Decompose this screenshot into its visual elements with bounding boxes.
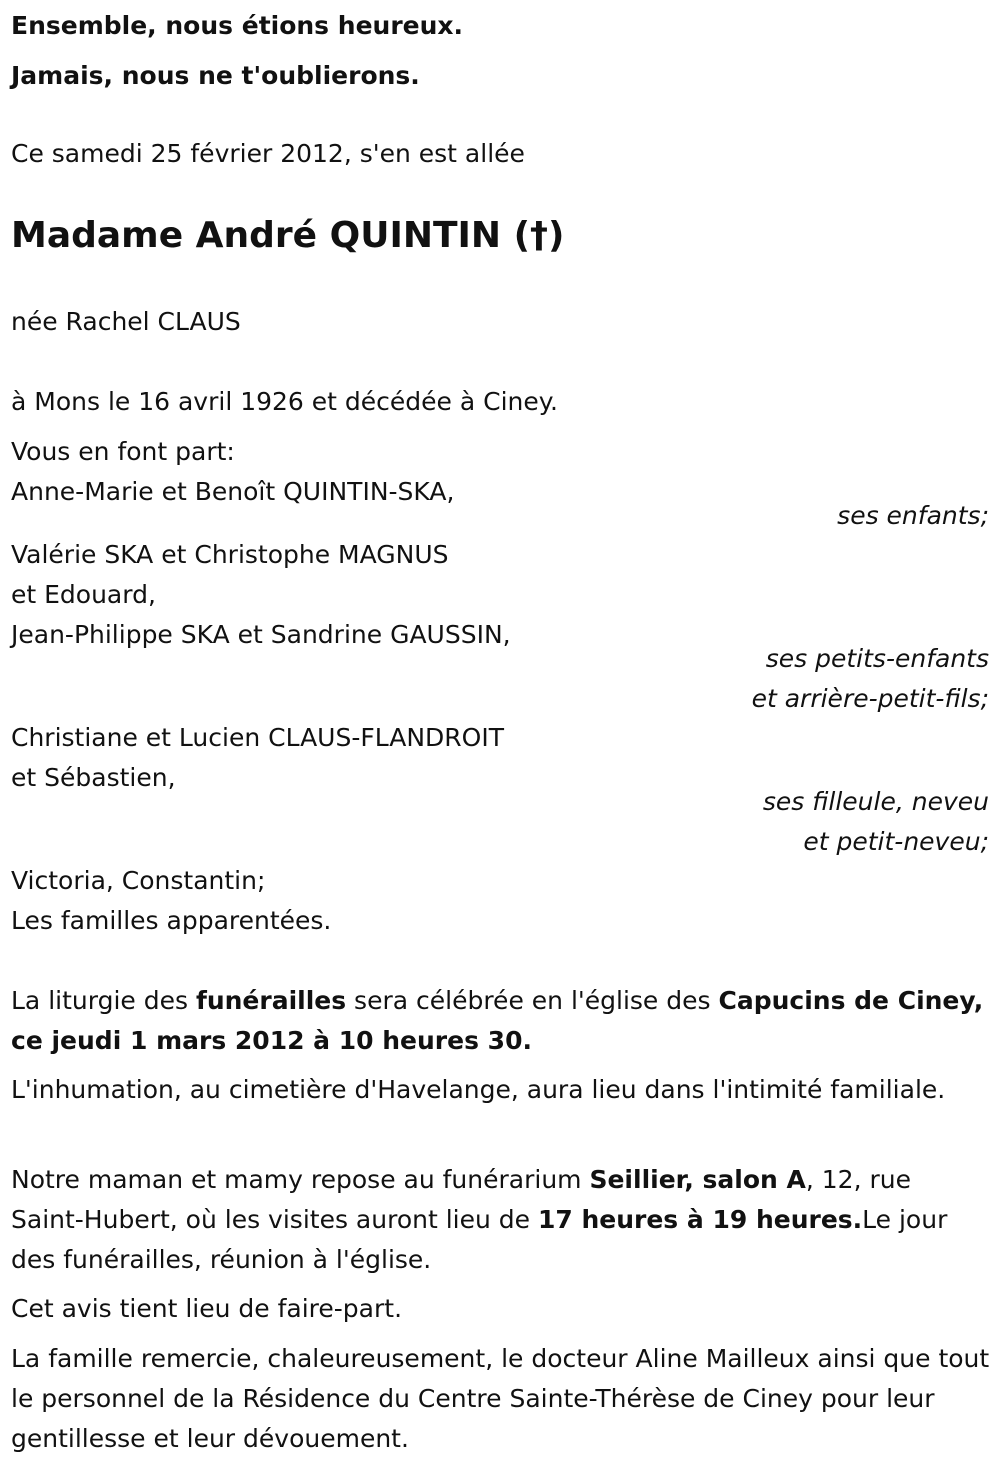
funeral-bold-2: Capucins de Ciney, ce jeudi 1 mars 2012 à 10 heures 30. [11, 986, 984, 1055]
family-grandchildren-role-1: ses petits-enfants [765, 644, 989, 673]
family-godchildren-role-1: ses filleule, neveu [762, 787, 989, 816]
family-godchildren-2: et Sébastien, [11, 763, 176, 792]
thanks-paragraph: La famille remercie, chaleureusement, le docteur Aline Mailleux ainsi que tout le personnel de la Résidence du Centre Sainte-Thérèse de Ciney pour leur gentillesse et leur dévouement. [11, 1344, 990, 1453]
visits-text-1: Notre maman et mamy repose au funérarium [11, 1165, 590, 1194]
announce-text: Vous en font part: [11, 437, 235, 466]
motto-line-1: Ensemble, nous étions heureux. [11, 11, 464, 40]
funeral-text-2: sera célébrée en l'église des [346, 986, 719, 1015]
visits-bold-2: 17 heures à 19 heures. [537, 1205, 863, 1234]
burial-paragraph: L'inhumation, au cimetière d'Havelange, aura lieu dans l'intimité familiale. [11, 1075, 946, 1104]
visits-paragraph [11, 1160, 991, 1280]
family-godchildren-1: Christiane et Lucien CLAUS-FLANDROIT [11, 723, 504, 752]
motto-line-2: Jamais, nous ne t'oublierons. [11, 61, 420, 90]
birth-death-text: à Mons le 16 avril 1926 et décédée à Ciney. [11, 387, 558, 416]
family-grandchildren-2: et Edouard, [11, 580, 156, 609]
family-grandchildren-3: Jean-Philippe SKA et Sandrine GAUSSIN, [11, 620, 511, 649]
intro-text: Ce samedi 25 février 2012, s'en est allée [11, 139, 525, 168]
visits-bold-1: Seillier, salon A [589, 1165, 806, 1194]
family-grandchildren-1: Valérie SKA et Christophe MAGNUS [11, 540, 449, 569]
family-others-1: Victoria, Constantin; [11, 866, 266, 895]
visits-text-3: Le jour des funérailles, réunion à l'église. [11, 1205, 948, 1274]
born-name: née Rachel CLAUS [11, 307, 241, 336]
notice-paragraph: Cet avis tient lieu de faire-part. [11, 1294, 403, 1323]
funeral-paragraph [11, 981, 991, 1061]
deceased-name: Madame André QUINTIN (†) [11, 215, 565, 256]
family-grandchildren-role-2: et arrière-petit-fils; [751, 684, 989, 713]
family-children: Anne-Marie et Benoît QUINTIN-SKA, [11, 477, 455, 506]
family-others-2: Les familles apparentées. [11, 906, 332, 935]
family-godchildren-role-2: et petit-neveu; [803, 827, 989, 856]
funeral-bold-1: funérailles [195, 986, 347, 1015]
family-children-role: ses enfants; [837, 501, 989, 530]
visits-text-2: , 12, rue Saint-Hubert, où les visites auront lieu de [11, 1165, 911, 1234]
funeral-text-1: La liturgie des [11, 986, 196, 1015]
